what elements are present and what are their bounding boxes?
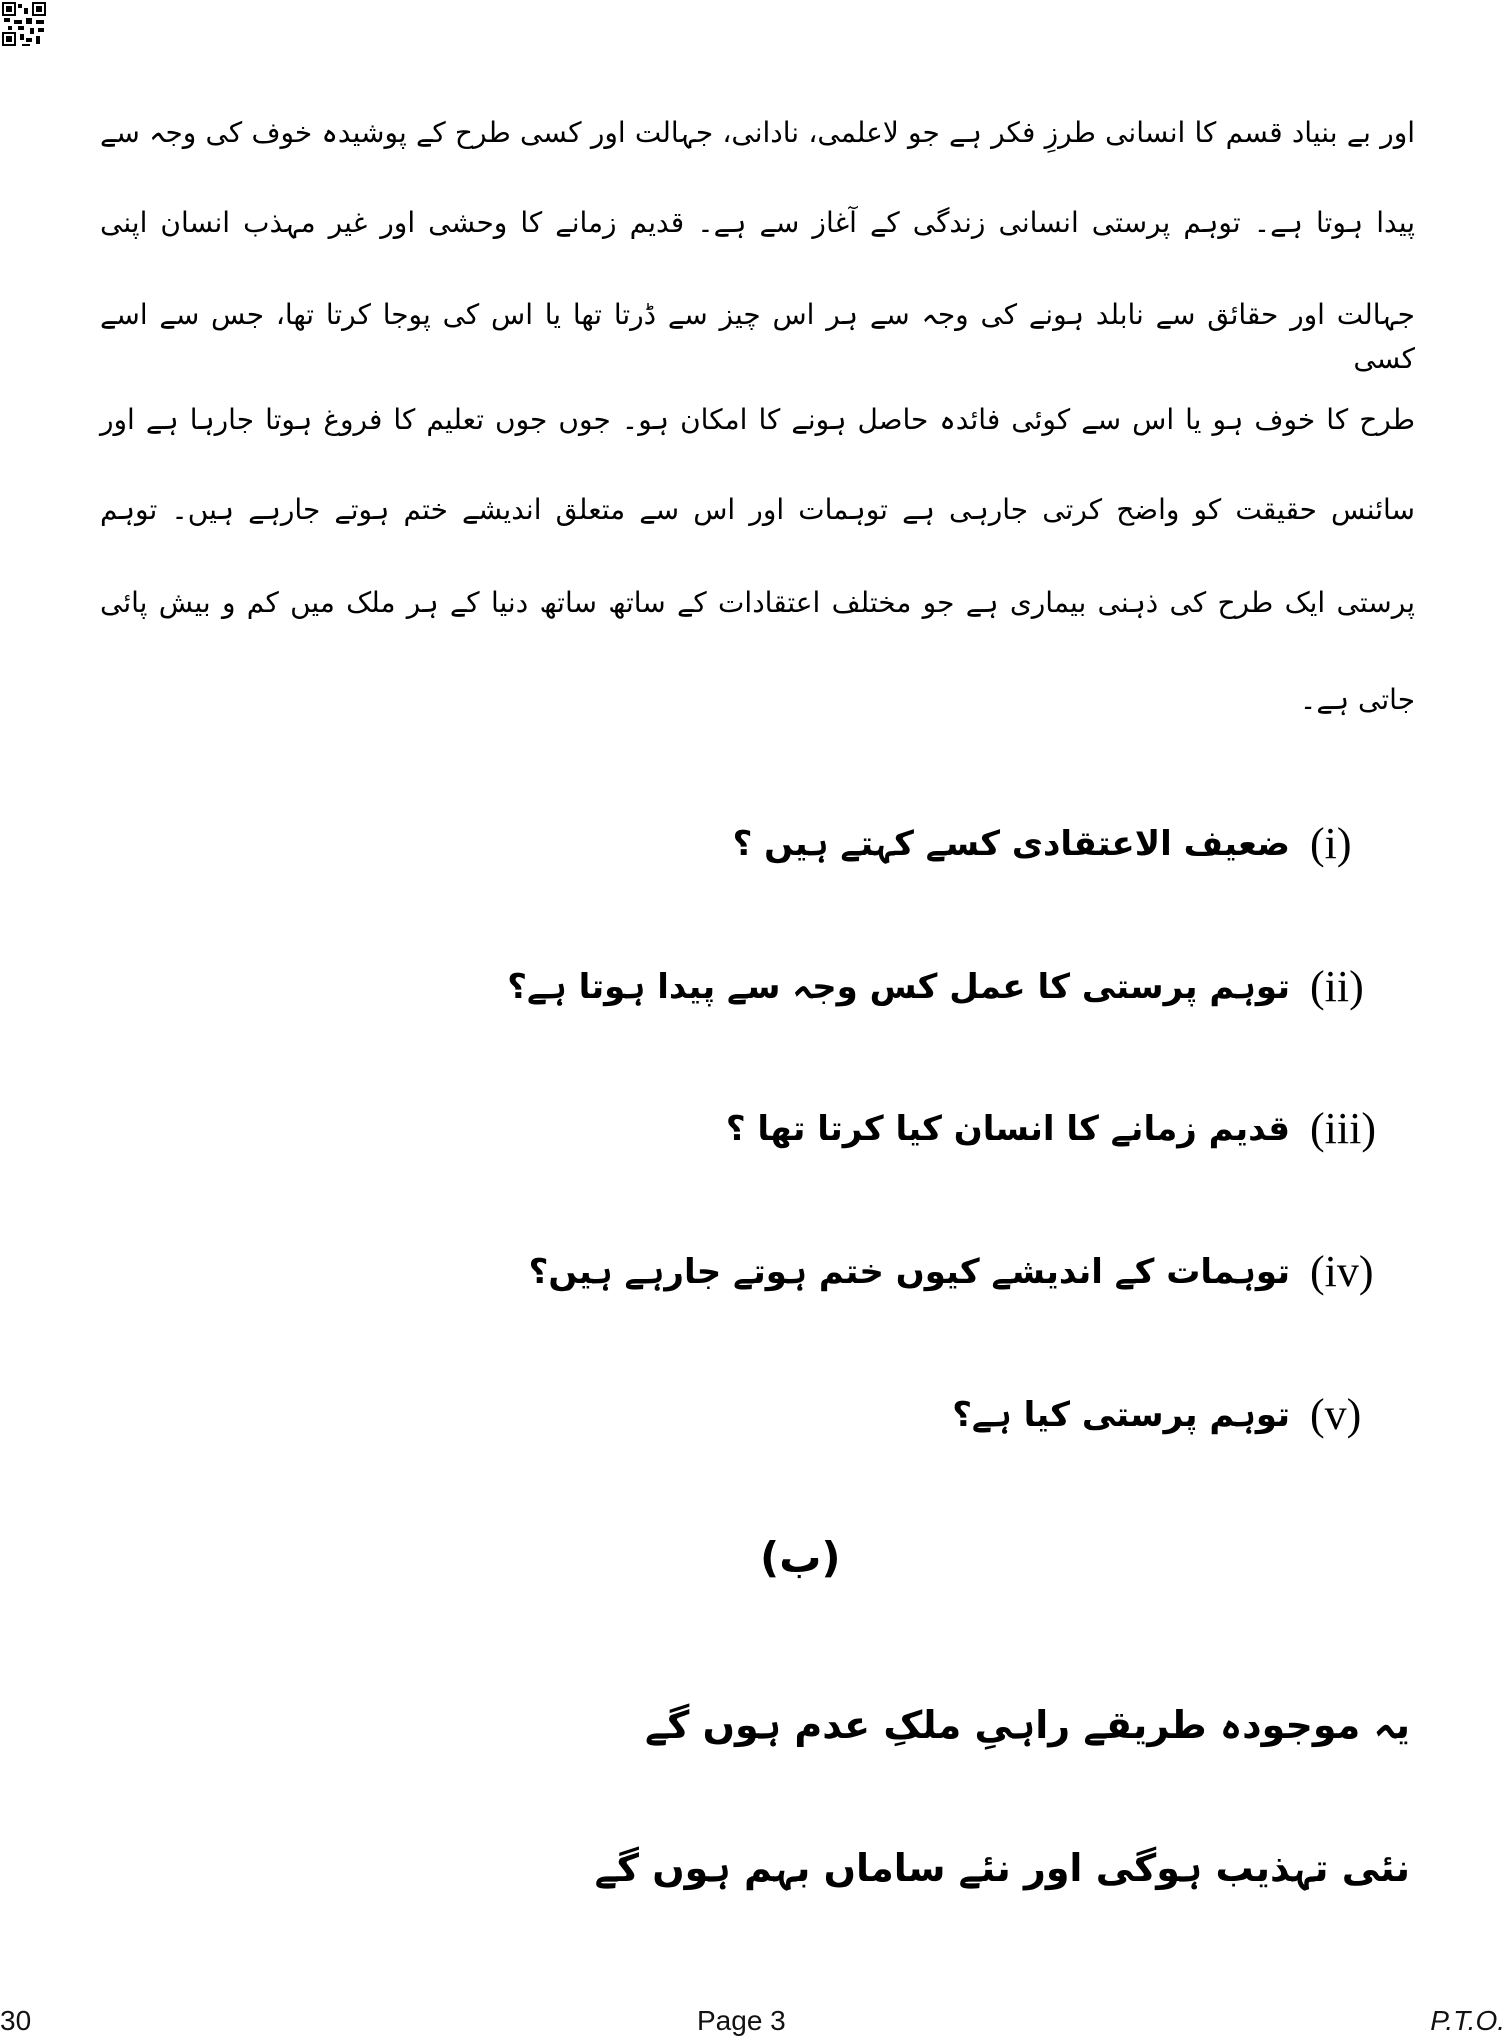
section-label: (ب) (760, 1533, 841, 1582)
question-2 (507, 956, 1410, 1016)
verse-line: یہ موجودہ طریقے راہیِ ملکِ عدم ہوں گے (645, 1703, 1410, 1747)
question-number: (v) (1310, 1389, 1362, 1439)
question-5 (952, 1384, 1410, 1444)
verse-line: نئی تہذیب ہوگی اور نئے ساماں بہم ہوں گے (594, 1846, 1410, 1890)
question-number: (i) (1310, 818, 1352, 868)
question-text: توہم پرستی کیا ہے؟ (952, 1394, 1290, 1435)
question-number: (iii) (1310, 1103, 1376, 1153)
question-1 (733, 813, 1410, 873)
question-text: ضعیف الاعتقادی کسے کہتے ہیں ؟ (732, 823, 1290, 864)
question-3 (726, 1098, 1410, 1158)
question-number: (iv) (1310, 1246, 1374, 1296)
page-number: Page 3 (697, 2005, 786, 2036)
question-4 (529, 1241, 1410, 1301)
passage-line: سائنس حقیقت کو واضح کرتی جارہی ہے توہمات اور اس سے متعلق اندیشے ختم ہوتے جارہے ہیں۔ توہم (100, 493, 1415, 526)
passage-line: جہالت اور حقائق سے نابلد ہونے کی وجہ سے ہر اس چیز سے ڈرتا تھا یا اس کی پوجا کرتا تھا، جس سے اسے کسی (100, 298, 1415, 375)
paper-code: 30 (0, 2005, 32, 2036)
passage-line: پیدا ہوتا ہے۔ توہم پرستی انسانی زندگی کے آغاز سے ہے۔ قدیم زمانے کا وحشی اور غیر مہذب انسان اپنی (100, 206, 1415, 239)
passage-line: جاتی ہے۔ (1299, 683, 1415, 716)
qr-code-icon (2, 2, 46, 48)
question-text: توہمات کے اندیشے کیوں ختم ہوتے جارہے ہیں؟ (528, 1251, 1290, 1292)
passage-line: اور بے بنیاد قسم کا انسانی طرزِ فکر ہے جو لاعلمی، نادانی، جہالت اور کسی طرح کے پوشیدہ خوف کی وجہ سے (100, 116, 1415, 149)
question-text: توہم پرستی کا عمل کس وجہ سے پیدا ہوتا ہے؟ (507, 966, 1290, 1007)
pto-label: P.T.O. (1430, 2005, 1505, 2036)
passage-line: پرستی ایک طرح کی ذہنی بیماری ہے جو مختلف اعتقادات کے ساتھ ساتھ دنیا کے ہر ملک میں کم و بیش پائی (100, 586, 1415, 619)
passage-line: طرح کا خوف ہو یا اس سے کوئی فائدہ حاصل ہونے کا امکان ہو۔ جوں جوں تعلیم کا فروغ ہوتا جارہا ہے اور (100, 403, 1415, 436)
question-text: قدیم زمانے کا انسان کیا کرتا تھا ؟ (725, 1108, 1290, 1149)
question-number: (ii) (1310, 961, 1364, 1011)
